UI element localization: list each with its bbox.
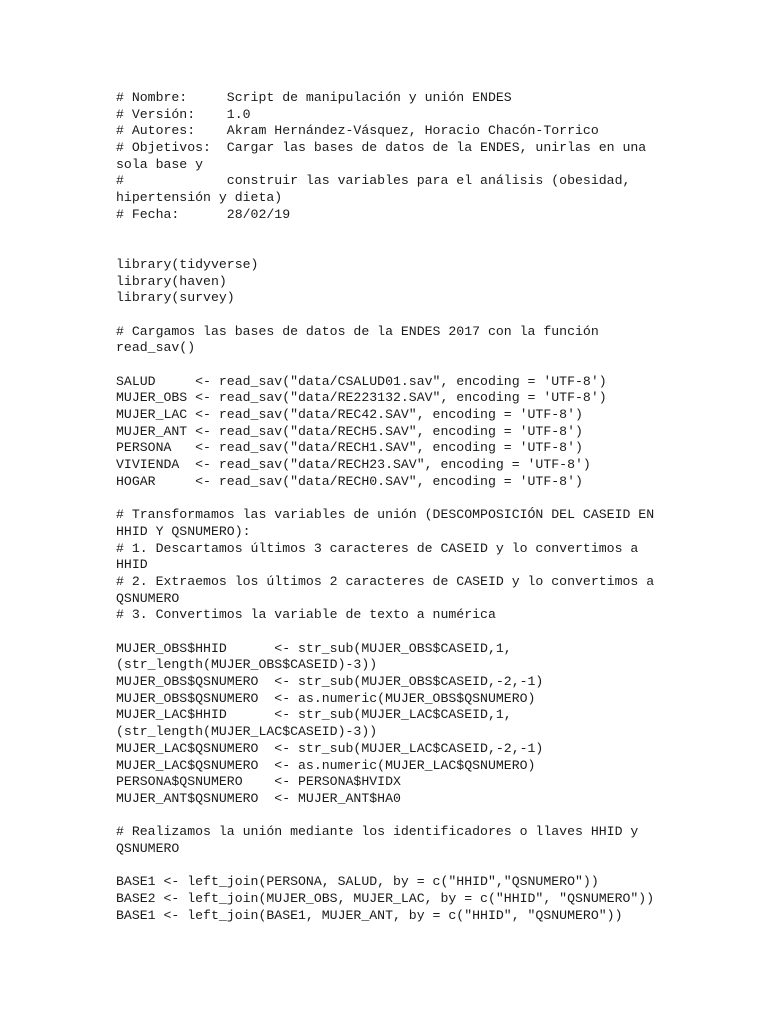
code-line: MUJER_LAC$QSNUMERO <- str_sub(MUJER_LAC$CASEID,-2,-1) bbox=[116, 740, 544, 756]
code-line: QSNUMERO bbox=[116, 840, 180, 856]
code-line: # Nombre: Script de manipulación y unión ENDES bbox=[116, 90, 512, 105]
code-line: (str_length(MUJER_LAC$CASEID)-3)) bbox=[116, 724, 378, 740]
code-line: VIVIENDA <- read_sav("data/RECH23.SAV", encoding = 'UTF-8') bbox=[116, 457, 591, 473]
code-line: PERSONA$QSNUMERO <- PERSONA$HVIDX bbox=[116, 774, 401, 790]
code-line: # 1. Descartamos últimos 3 caracteres de CASEID y lo convertimos a bbox=[116, 540, 639, 556]
code-line: HHID Y QSNUMERO): bbox=[116, 523, 251, 539]
code-line: # Realizamos la unión mediante los identificadores o llaves HHID y bbox=[116, 824, 639, 840]
code-line: HHID bbox=[116, 557, 148, 573]
code-line: # 3. Convertimos la variable de texto a numérica bbox=[116, 607, 496, 623]
code-line: # Cargamos las bases de datos de la ENDES 2017 con la función bbox=[116, 323, 599, 339]
code-line: library(tidyverse) bbox=[116, 256, 259, 272]
code-line: MUJER_LAC <- read_sav("data/REC42.SAV", encoding = 'UTF-8') bbox=[116, 407, 583, 423]
code-line: library(survey) bbox=[116, 290, 235, 306]
code-line: BASE1 <- left_join(BASE1, MUJER_ANT, by = c("HHID", "QSNUMERO")) bbox=[116, 907, 623, 923]
code-line: MUJER_OBS$QSNUMERO <- str_sub(MUJER_OBS$CASEID,-2,-1) bbox=[116, 674, 544, 690]
code-line: MUJER_ANT$QSNUMERO <- MUJER_ANT$HA0 bbox=[116, 790, 401, 806]
code-line: QSNUMERO bbox=[116, 590, 180, 606]
code-line: MUJER_ANT <- read_sav("data/RECH5.SAV", encoding = 'UTF-8') bbox=[116, 423, 583, 439]
code-line: MUJER_LAC$QSNUMERO <- as.numeric(MUJER_LAC$QSNUMERO) bbox=[116, 757, 536, 773]
code-line: SALUD <- read_sav("data/CSALUD01.sav", encoding = 'UTF-8') bbox=[116, 373, 607, 389]
code-line bbox=[116, 624, 768, 641]
code-line bbox=[116, 307, 768, 324]
code-line bbox=[116, 224, 768, 241]
code-line bbox=[116, 808, 768, 825]
code-line: # Objetivos: Cargar las bases de datos de la ENDES, unirlas en una bbox=[116, 140, 647, 156]
code-line: (str_length(MUJER_OBS$CASEID)-3)) bbox=[116, 657, 378, 673]
code-line bbox=[116, 858, 768, 875]
code-line bbox=[116, 491, 768, 508]
code-line: # 2. Extraemos los últimos 2 caracteres de CASEID y lo convertimos a bbox=[116, 573, 655, 589]
code-line: # construir las variables para el análisis (obesidad, bbox=[116, 173, 631, 189]
code-line: BASE1 <- left_join(PERSONA, SALUD, by = c("HHID","QSNUMERO")) bbox=[116, 874, 599, 890]
code-line bbox=[116, 357, 768, 374]
code-line: # Transformamos las variables de unión (DESCOMPOSICIÓN DEL CASEID EN bbox=[116, 507, 655, 523]
code-line: # Autores: Akram Hernández-Vásquez, Horacio Chacón-Torrico bbox=[116, 123, 599, 139]
code-line: # Versión: 1.0 bbox=[116, 106, 251, 122]
code-line: MUJER_LAC$HHID <- str_sub(MUJER_LAC$CASEID,1, bbox=[116, 707, 512, 723]
code-line: MUJER_OBS$QSNUMERO <- as.numeric(MUJER_OBS$QSNUMERO) bbox=[116, 690, 536, 706]
code-line: sola base y bbox=[116, 156, 204, 172]
code-line: HOGAR <- read_sav("data/RECH0.SAV", encoding = 'UTF-8') bbox=[116, 473, 583, 489]
code-line: PERSONA <- read_sav("data/RECH1.SAV", encoding = 'UTF-8') bbox=[116, 440, 583, 456]
code-line: hipertensión y dieta) bbox=[116, 190, 283, 206]
code-line: BASE2 <- left_join(MUJER_OBS, MUJER_LAC, by = c("HHID", "QSNUMERO")) bbox=[116, 891, 655, 906]
code-line: MUJER_OBS <- read_sav("data/RE223132.SAV", encoding = 'UTF-8') bbox=[116, 390, 607, 406]
code-line bbox=[116, 240, 768, 257]
r-script-text bbox=[116, 90, 768, 924]
code-line: MUJER_OBS$HHID <- str_sub(MUJER_OBS$CASEID,1, bbox=[116, 640, 512, 656]
code-line: read_sav() bbox=[116, 340, 196, 356]
code-line: # Fecha: 28/02/19 bbox=[116, 206, 291, 222]
code-line: library(haven) bbox=[116, 273, 227, 289]
